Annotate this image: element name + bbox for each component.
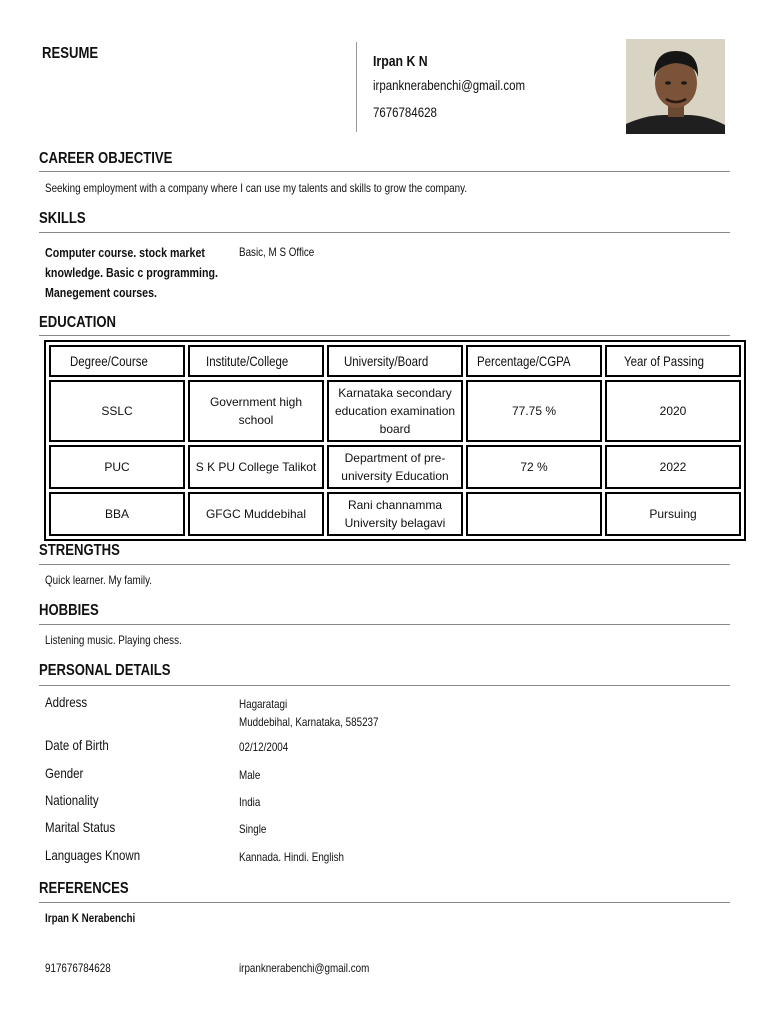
section-rule	[39, 335, 730, 336]
table-cell: SSLC	[49, 380, 185, 442]
section-title-strengths: STRENGTHS	[39, 542, 120, 559]
table-cell: 77.75 %	[466, 380, 602, 442]
languages-value: Kannada. Hindi. English	[239, 850, 345, 864]
reference-phone: 917676784628	[45, 961, 111, 975]
table-cell: S K PU College Talikot	[188, 445, 324, 489]
table-cell: Pursuing	[605, 492, 741, 536]
column-header: Degree/Course	[49, 345, 185, 377]
dob-label: Date of Birth	[45, 737, 109, 753]
section-title-education: EDUCATION	[39, 314, 117, 331]
career-objective-text: Seeking employment with a company where I can use my talents and skills to grow the company.	[45, 181, 468, 195]
table-row	[49, 445, 741, 489]
reference-name: Irpan K Nerabenchi	[45, 911, 136, 925]
education-table	[44, 340, 746, 541]
table-cell: Department of pre-university Education	[327, 445, 463, 489]
table-header-row	[49, 345, 741, 377]
nationality-label: Nationality	[45, 792, 99, 808]
reference-email[interactable]: irpanknerabenchi@gmail.com	[239, 961, 370, 975]
gender-value: Male	[239, 768, 261, 782]
table-cell: Karnataka secondary education examination board	[327, 380, 463, 442]
section-rule	[39, 564, 730, 565]
section-title-hobbies: HOBBIES	[39, 602, 99, 619]
gender-label: Gender	[45, 765, 84, 781]
table-cell: 2020	[605, 380, 741, 442]
contact-email[interactable]: irpanknerabenchi@gmail.com	[373, 77, 526, 93]
profile-photo	[626, 39, 725, 134]
section-title-references: REFERENCES	[39, 880, 129, 897]
section-rule	[39, 902, 730, 903]
address-value: Hagaratagi Muddebihal, Karnataka, 585237	[239, 697, 379, 729]
contact-block	[373, 52, 558, 126]
section-rule	[39, 685, 730, 686]
table-cell: GFGC Muddebihal	[188, 492, 324, 536]
table-row	[49, 380, 741, 442]
nationality-value: India	[239, 795, 261, 809]
column-header: University/Board	[327, 345, 463, 377]
table-cell: 72 %	[466, 445, 602, 489]
strengths-text: Quick learner. My family.	[45, 573, 152, 587]
header-divider	[356, 42, 357, 132]
skills-detail: Basic, M S Office	[239, 245, 315, 259]
column-header: Institute/College	[188, 345, 324, 377]
table-cell	[466, 492, 602, 536]
table-cell: Rani channamma University belagavi	[327, 492, 463, 536]
table-cell: Government high school	[188, 380, 324, 442]
table-cell: PUC	[49, 445, 185, 489]
table-row	[49, 492, 741, 536]
candidate-name: Irpan K N	[373, 53, 428, 70]
address-label: Address	[45, 694, 88, 710]
skills-list: Computer course. stock market knowledge. Basic c programming. Manegement courses.	[45, 245, 218, 300]
section-title-career-objective: CAREER OBJECTIVE	[39, 150, 173, 167]
section-rule	[39, 624, 730, 625]
dob-value: 02/12/2004	[239, 740, 289, 754]
column-header: Year of Passing	[605, 345, 741, 377]
section-title-personal-details: PERSONAL DETAILS	[39, 662, 171, 679]
column-header: Percentage/CGPA	[466, 345, 602, 377]
languages-label: Languages Known	[45, 847, 141, 863]
resume-label: RESUME	[42, 45, 99, 62]
marital-status-value: Single	[239, 822, 267, 836]
section-rule	[39, 171, 730, 172]
section-title-skills: SKILLS	[39, 210, 86, 227]
contact-phone: 7676784628	[373, 104, 437, 120]
hobbies-text: Listening music. Playing chess.	[45, 633, 182, 647]
marital-status-label: Marital Status	[45, 819, 116, 835]
table-cell: BBA	[49, 492, 185, 536]
table-cell: 2022	[605, 445, 741, 489]
section-rule	[39, 232, 730, 233]
